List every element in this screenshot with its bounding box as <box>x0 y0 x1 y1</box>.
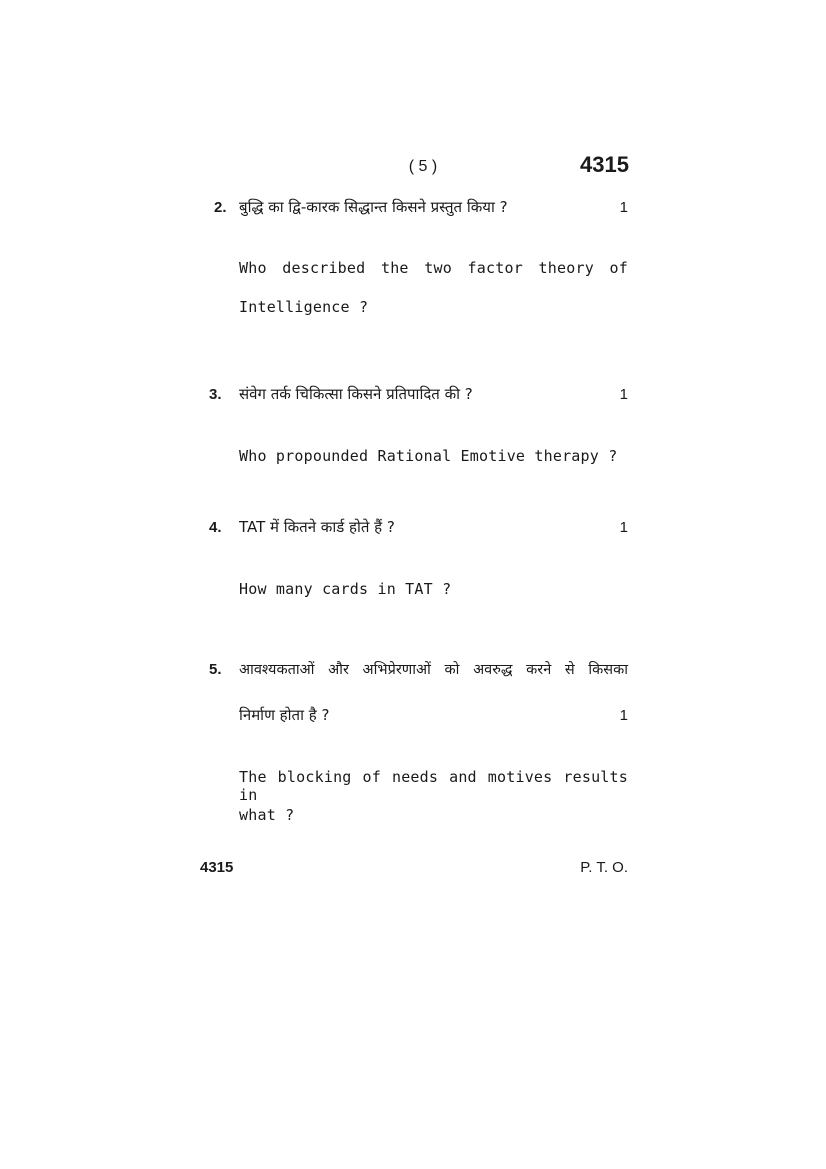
question-marks: 1 <box>619 386 628 403</box>
question-english-text: Who described the two factor theory of <box>239 259 628 277</box>
question-marks: 1 <box>619 707 628 724</box>
question-english-text: what ? <box>239 806 295 824</box>
question-hindi-text: संवेग तर्क चिकित्सा किसने प्रतिपादित की ? <box>239 385 473 403</box>
page-number: ( 5 ) <box>408 158 438 175</box>
question-number: 4. <box>209 519 222 536</box>
question-hindi-text: TAT में कितने कार्ड होते हैं ? <box>239 518 395 536</box>
footer-paper-code: 4315 <box>200 859 234 876</box>
question-hindi-text: आवश्यकताओं और अभिप्रेरणाओं को अवरुद्ध करने से किसका <box>239 662 628 678</box>
question-english-text: How many cards in TAT ? <box>239 580 452 598</box>
question-number: 2. <box>214 199 227 216</box>
question-english-text: Who propounded Rational Emotive therapy ? <box>239 447 618 465</box>
pto-label: P. T. O. <box>580 859 628 876</box>
question-english-text: The blocking of needs and motives results in <box>239 768 628 804</box>
question-marks: 1 <box>619 519 628 536</box>
question-number: 5. <box>209 661 222 678</box>
question-hindi-text: निर्माण होता है ? <box>239 706 330 724</box>
question-number: 3. <box>209 386 222 403</box>
question-marks: 1 <box>619 199 628 216</box>
question-hindi-text: बुद्धि का द्वि-कारक सिद्धान्त किसने प्रस्तुत किया ? <box>239 198 508 216</box>
paper-code: 4315 <box>580 152 629 177</box>
question-english-text: Intelligence ? <box>239 298 369 316</box>
